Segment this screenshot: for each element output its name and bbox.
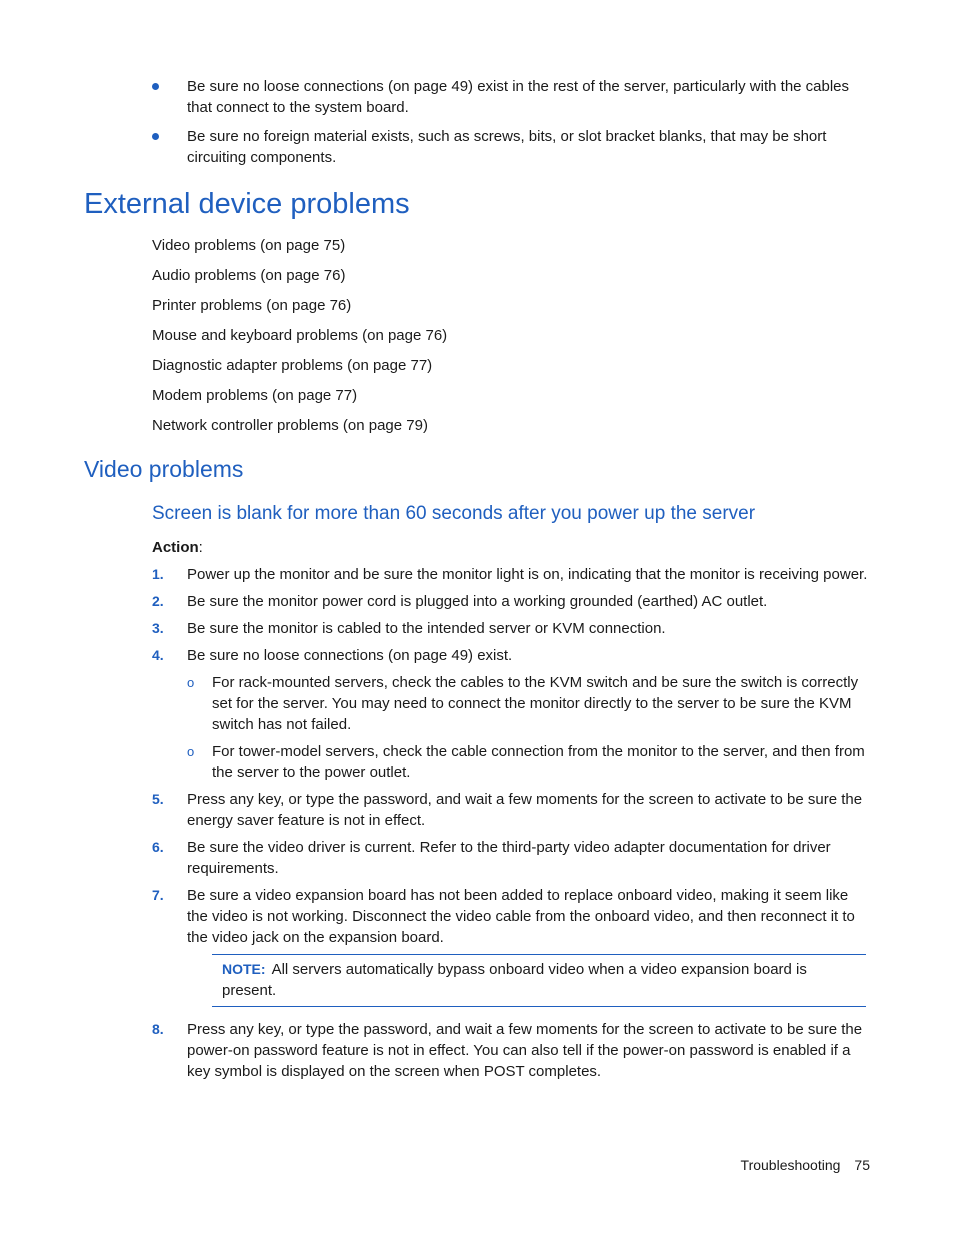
footer-chapter: Troubleshooting (740, 1157, 841, 1173)
step-text: Be sure no loose connections (on page 49) exist. (187, 647, 513, 664)
step-number: 4. (152, 647, 164, 663)
bullet-dot-icon (152, 133, 159, 140)
bullet-item (152, 76, 872, 118)
circle-bullet-icon: o (187, 744, 195, 759)
step-number: 5. (152, 791, 164, 807)
step-item (152, 618, 872, 639)
bullet-dot-icon (152, 83, 159, 90)
step-item (152, 1019, 872, 1082)
step-number: 3. (152, 620, 164, 636)
step-item (152, 885, 872, 948)
note-text: All servers automatically bypass onboard video when a video expansion board is present. (222, 961, 807, 999)
action-colon: : (198, 539, 203, 556)
step-item (152, 837, 872, 879)
subsection-title: Video problems (84, 456, 244, 482)
bullet-text: Be sure no loose connections (on page 49) exist in the rest of the server, particularly with the cables that connect to the system board. (187, 78, 850, 116)
sub-item (152, 741, 872, 783)
action-label: Action (152, 539, 199, 556)
page-footer (741, 1157, 870, 1173)
step-number: 8. (152, 1021, 164, 1037)
step-text: Be sure the monitor power cord is plugged into a working grounded (earthed) AC outlet. (187, 593, 768, 610)
step-text: Be sure the monitor is cabled to the intended server or KVM connection. (187, 620, 666, 637)
link-network-controller-problems[interactable]: Network controller problems (on page 79) (152, 417, 428, 434)
action-line (152, 537, 203, 558)
step-item (152, 591, 872, 612)
step-text: Press any key, or type the password, and wait a few moments for the screen to activate to be sure the energy saver feature is not in effect. (187, 791, 863, 829)
sub-item (152, 672, 872, 735)
step-text: Be sure a video expansion board has not been added to replace onboard video, making it seem like the video is not working. Disconnect the video cable from the onboard video, and then reconnect it to the video jack on the expansion board. (187, 887, 855, 946)
footer-page-number: 75 (854, 1157, 870, 1173)
link-audio-problems[interactable]: Audio problems (on page 76) (152, 267, 346, 284)
link-printer-problems[interactable]: Printer problems (on page 76) (152, 297, 352, 314)
step-number: 6. (152, 839, 164, 855)
section-title: External device problems (84, 188, 410, 220)
note-label: NOTE: (222, 961, 266, 977)
link-diagnostic-adapter-problems[interactable]: Diagnostic adapter problems (on page 77) (152, 357, 433, 374)
bullet-item (152, 126, 872, 168)
sub-item-text: For rack-mounted servers, check the cables to the KVM switch and be sure the switch is correctly set for the server. You may need to connect the monitor directly to the server to be sure the KVM switch has not failed. (212, 674, 859, 733)
step-item (152, 645, 872, 666)
intro-bullet-list (152, 76, 872, 176)
sub-item-text: For tower-model servers, check the cable connection from the monitor to the server, and then from the server to the power outlet. (212, 743, 865, 781)
bullet-text: Be sure no foreign material exists, such as screws, bits, or slot bracket blanks, that may be short circuiting components. (187, 128, 827, 166)
step-item (152, 564, 872, 585)
step-list (152, 564, 872, 1088)
step-text: Power up the monitor and be sure the monitor light is on, indicating that the monitor is receiving power. (187, 566, 868, 583)
link-modem-problems[interactable]: Modem problems (on page 77) (152, 387, 358, 404)
step-number: 7. (152, 887, 164, 903)
link-mouse-keyboard-problems[interactable]: Mouse and keyboard problems (on page 76) (152, 327, 448, 344)
step-text: Be sure the video driver is current. Refer to the third-party video adapter documentation for driver requirements. (187, 839, 831, 877)
note-box (212, 954, 866, 1007)
topic-link-list (152, 235, 752, 445)
issue-title: Screen is blank for more than 60 seconds after you power up the server (152, 503, 756, 524)
step-text: Press any key, or type the password, and wait a few moments for the screen to activate to be sure the power-on password feature is not in effect. You can also tell if the power-on password is enabled if a key symbol is displayed on the screen when POST completes. (187, 1021, 863, 1080)
step-number: 1. (152, 566, 164, 582)
step-number: 2. (152, 593, 164, 609)
step-item (152, 789, 872, 831)
link-video-problems[interactable]: Video problems (on page 75) (152, 237, 346, 254)
circle-bullet-icon: o (187, 675, 195, 690)
